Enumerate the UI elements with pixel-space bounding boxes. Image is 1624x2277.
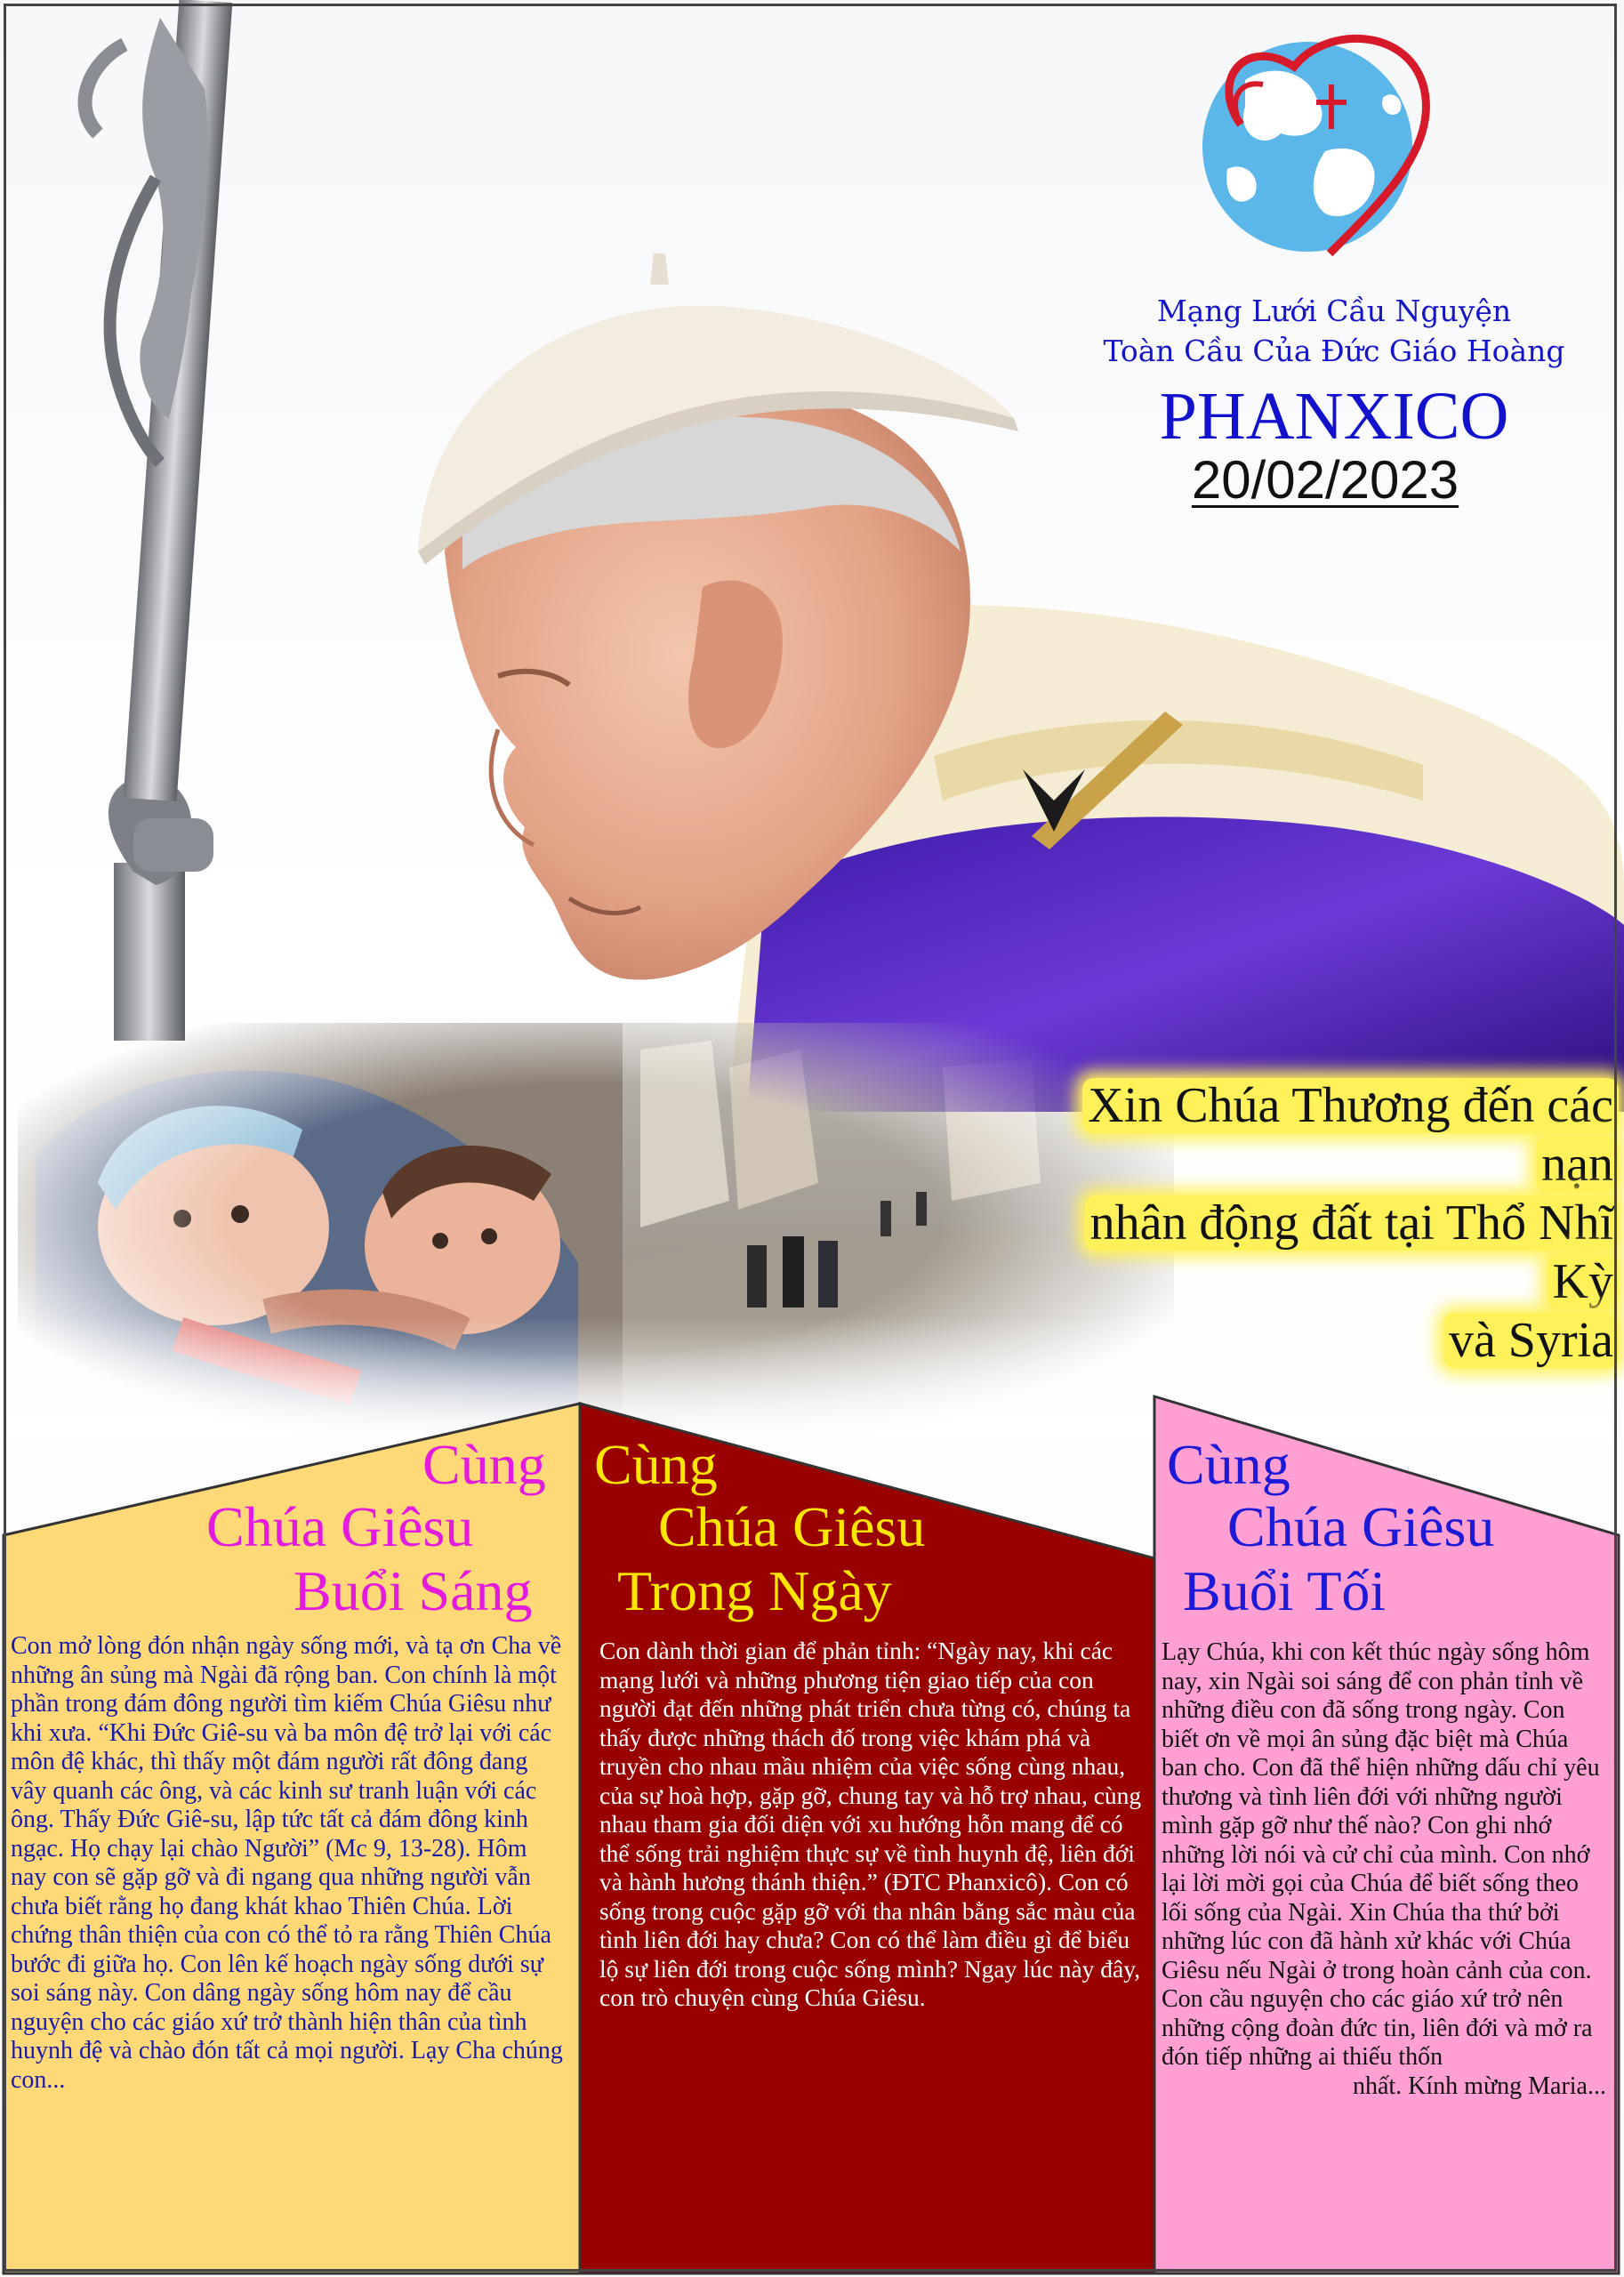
pope-name: PHANXICO	[1159, 379, 1509, 454]
day-prayer-text: Con dành thời gian để phản tỉnh: “Ngày nay, khi các mạng lưới và những phương tiện giao tiếp của con người đạt đến những phát triển chưa từng có, chúng ta thấy được những thách đố trong việc khám phá và truyền cho nhau mầu nhiệm của việc sống cùng nhau, của sự hoà hợp, gặp gỡ, chung tay và hỗ trợ nhau, cùng nhau tham gia đối diện với xu hướng hỗn mang để có thể sống trải nghiệm thực sự về tình huynh đệ, liên đới và hành hương thánh thiện.” (ĐTC Phanxicô). Con có sống trong cuộc gặp gỡ với tha nhân bằng sắc màu của tình liên đới hay chưa? Con có thể làm điều gì để biểu lộ sự liên đới trong cuộc sống mình? Ngay lúc này đây, con trò chuyện cùng Chúa Giêsu.	[599, 1637, 1142, 2011]
network-title-line1: Mạng Lưới Cầu Nguyện	[1156, 294, 1512, 328]
morning-title-line1: Cùng	[422, 1433, 546, 1496]
night-title-line3: Buổi Tối	[1183, 1559, 1387, 1622]
day-title-line2: Chúa Giêsu	[658, 1495, 926, 1558]
prayer-intention	[1058, 1076, 1619, 1370]
intention-line3: và Syria	[1443, 1313, 1619, 1368]
night-prayer-main: Lạy Chúa, khi con kết thúc ngày sống hôm nay, xin Ngài soi sáng để con phản tỉnh về những điều con đã sống trong ngày. Con biết ơn về mọi ân sủng đặc biệt mà Chúa ban cho. Con đã thể hiện những dấu chỉ yêu thương và tình liên đới với những người mình gặp gỡ như thế nào? Con ghi nhớ những lời nói và cử chỉ của mình. Con nhớ lại lời mời gọi của Chúa để biết sống theo lối sống của Ngài. Xin Chúa tha thứ bởi những lúc con đã hành xử khác với Chúa Giêsu nếu Ngài ở trong hoàn cảnh của con. Con cầu nguyện cho các giáo xứ trở nên những cộng đoàn đức tin, liên đới và mở ra đón tiếp những ai thiếu thốn	[1162, 1638, 1600, 2071]
morning-title-line3: Buổi Sáng	[293, 1559, 533, 1622]
date: 20/02/2023	[1191, 450, 1459, 510]
intention-line1: Xin Chúa Thương đến các nạn	[1082, 1078, 1619, 1192]
day-title-line1: Cùng	[594, 1433, 718, 1496]
globe-heart-cross-icon	[1202, 38, 1426, 253]
night-title-line1: Cùng	[1167, 1433, 1290, 1496]
network-title-line2: Toàn Cầu Của Đức Giáo Hoàng	[1103, 334, 1565, 368]
crucifix-icon	[85, 0, 233, 1041]
morning-title-line2: Chúa Giêsu	[206, 1495, 474, 1558]
intention-line2: nhân động đất tại Thổ Nhĩ Kỳ	[1085, 1195, 1619, 1309]
morning-prayer-text: Con mở lòng đón nhận ngày sống mới, và tạ ơn Cha về những ân sủng mà Ngài đã rộng ban. Con chính là một phần trong đám đông người tìm kiếm Chúa Giêsu như khi xưa. “Khi Đức Giê-su và ba môn đệ trở lại với các môn đệ khác, thì thấy một đám người rất đông đang vây quanh các ông, và các kinh sư tranh luận với các ông. Thấy Đức Giê-su, lập tức tất cả đám đông kinh ngạc. Họ chạy lại chào Người” (Mc 9, 13-28). Hôm nay con sẽ gặp gỡ và đi ngang qua những người vẫn chưa biết rằng họ đang khát khao Thiên Chúa. Lời chứng thân thiện của con có thể tỏ ra rằng Thiên Chúa bước đi giữa họ. Con lên kế hoạch ngày sống dưới sự soi sáng này. Con dâng ngày sống hôm nay để cầu nguyện cho các giáo xứ trở thành hiện thân của tình huynh đệ và chào đón tất cả mọi người. Lạy Cha chúng con...	[11, 1632, 563, 2094]
night-title-line2: Chúa Giêsu	[1227, 1495, 1495, 1558]
day-title-line3: Trong Ngày	[617, 1559, 892, 1622]
night-prayer-text	[1162, 1638, 1606, 2101]
night-prayer-end: nhất. Kính mừng Maria...	[1352, 2072, 1606, 2100]
